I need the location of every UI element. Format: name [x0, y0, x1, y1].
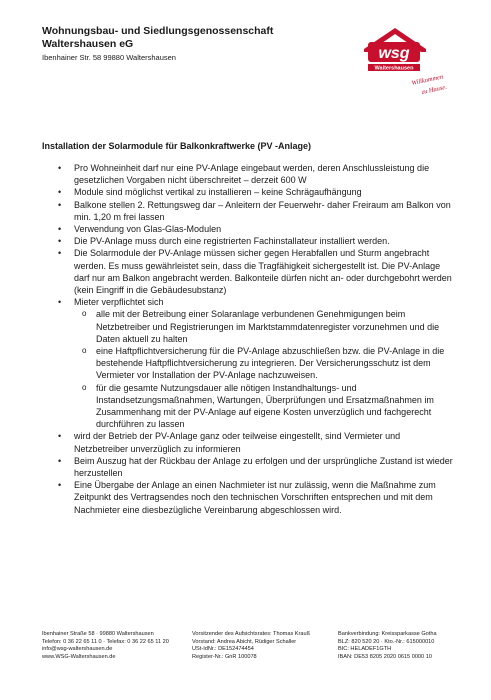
document-title: Installation der Solarmodule für Balkonkraftwerke (PV -Anlage)	[42, 141, 312, 151]
footer-vat-id: USt-IdNr.: DE152474454	[192, 646, 254, 653]
list-item: • Balkone stellen 2. Rettungsweg dar – Anleitern der Feuerwehr- daher Freiraum am Balkon von min. 1,20 m frei lassen	[42, 199, 454, 223]
list-item: • Module sind möglichst vertikal zu installieren – keine Schrägaufhängung	[42, 186, 454, 198]
list-item: • Die PV-Anlage muss durch eine registrierten Fachinstallateur installiert werden.	[42, 235, 454, 247]
footer-executive-board: Vorstand: Andrea Abicht, Rüdiger Schaller	[192, 638, 297, 645]
logo-slogan-2: zu Hause.	[420, 83, 448, 96]
list-item-tenant-obligations	[42, 296, 454, 430]
logo-slogan-1: Willkommen	[410, 73, 444, 87]
sub-list-item: o alle mit der Betreibung einer Solaranlage verbundenen Genehmigungen beim Netzbetreiber und Registrierungen im Marktstammdatenregister vorzunehmen und die Daten aktuell zu halten	[74, 308, 454, 345]
list-item-label: Mieter verpflichtet sich	[74, 297, 164, 308]
org-name-line1: Wohnungsbau- und Siedlungsgenossenschaft	[42, 25, 274, 37]
list-item: • Die Solarmodule der PV-Anlage müssen sicher gegen Herabfallen und Sturm angebracht werden. Es muss gewährleistet sein, dass die Tragfähigkeit sichergestellt ist. Die PV-Anlage darf nur am Balkon angebracht werden. Balkonteile dürfen nicht an- oder durchgebohrt werden (kein Eingriff in die Gebäudesubstanz)	[42, 247, 454, 296]
footer-board	[192, 631, 310, 661]
footer-bank-name: Bankverbindung: Kreissparkasse Gotha	[338, 631, 437, 637]
footer-iban: IBAN: DE53 8205 2020 0615 0000 10	[338, 653, 432, 660]
footer-phone: Telefon: 0 36 22 65 11 0 · Telefax: 0 36 22 65 11 20	[42, 638, 169, 645]
sub-list-item: o für die gesamte Nutzungsdauer alle nötigen Instandhaltungs- und Instandsetzungsmaßnahmen, Wartungen, Überprüfungen und Ersatzmaßnahmen im Zusammenhang mit der PV-Anlage auf eigene Kosten unverzüglich und fachgerecht durchführen zu lassen	[74, 382, 454, 431]
footer-supervisory-chair: Vorsitzender des Aufsichtsrates: Thomas Krauß	[192, 631, 311, 637]
organization-header	[42, 25, 273, 63]
list-item: • Beim Auszug hat der Rückbau der Anlage zu erfolgen und der ursprüngliche Zustand ist wieder herzustellen	[42, 455, 454, 479]
org-address: Ibenhainer Str. 58 99880 Waltershausen	[42, 53, 176, 62]
list-item: • Verwendung von Glas-Glas-Modulen	[42, 223, 454, 235]
footer-bank	[338, 631, 437, 661]
wsg-logo	[362, 24, 454, 102]
rules-list	[42, 162, 454, 516]
list-item: • Eine Übergabe der Anlage an einen Nachmieter ist nur zulässig, wenn die Maßnahme zum Zeitpunkt des Vertragsendes noch den technischen Vorschriften entsprechen und mit dem Nachmieter eine diesbezügliche Vereinbarung abgeschlossen wird.	[42, 479, 454, 516]
list-item: • Pro Wohneinheit darf nur eine PV-Anlage eingebaut werden, deren Anschlussleistung die gesetzlichen Vorgaben nicht überschreitet – derzeit 600 W	[42, 162, 454, 186]
document-body	[42, 162, 454, 516]
footer-address: Ibenhainer Straße 58 · 99880 Waltershausen	[42, 631, 154, 637]
footer-email-link[interactable]: info@wsg-waltershausen.de	[42, 646, 113, 653]
logo-mark: wsg	[378, 45, 410, 62]
list-item: • wird der Betrieb der PV-Anlage ganz oder teilweise eingestellt, sind Vermieter und Netzbetreiber unverzüglich zu informieren	[42, 430, 454, 454]
footer-register-number: Register-Nr.: GnR 100078	[192, 653, 257, 660]
footer-bic: BIC: HELADEF1GTH	[338, 646, 392, 653]
tenant-obligations-list	[74, 308, 454, 430]
org-name-line2: Waltershausen eG	[42, 38, 134, 50]
logo-band-text: Waltershausen	[374, 65, 414, 72]
sub-list-item: o eine Haftpflichtversicherung für die PV-Anlage abzuschließen bzw. die PV-Anlage in die bestehende Haftpflichtversicherung zu integrieren. Der Versicherungsschutz ist dem Vermieter vor Installation der PV-Anlage nachzuweisen.	[74, 345, 454, 382]
footer-bank-code: BLZ: 820 520 20 · Kto.-Nr.: 615000010	[338, 638, 435, 645]
footer-contact	[42, 631, 169, 661]
footer-website-link[interactable]: www.WSG-Waltershausen.de	[42, 653, 116, 660]
